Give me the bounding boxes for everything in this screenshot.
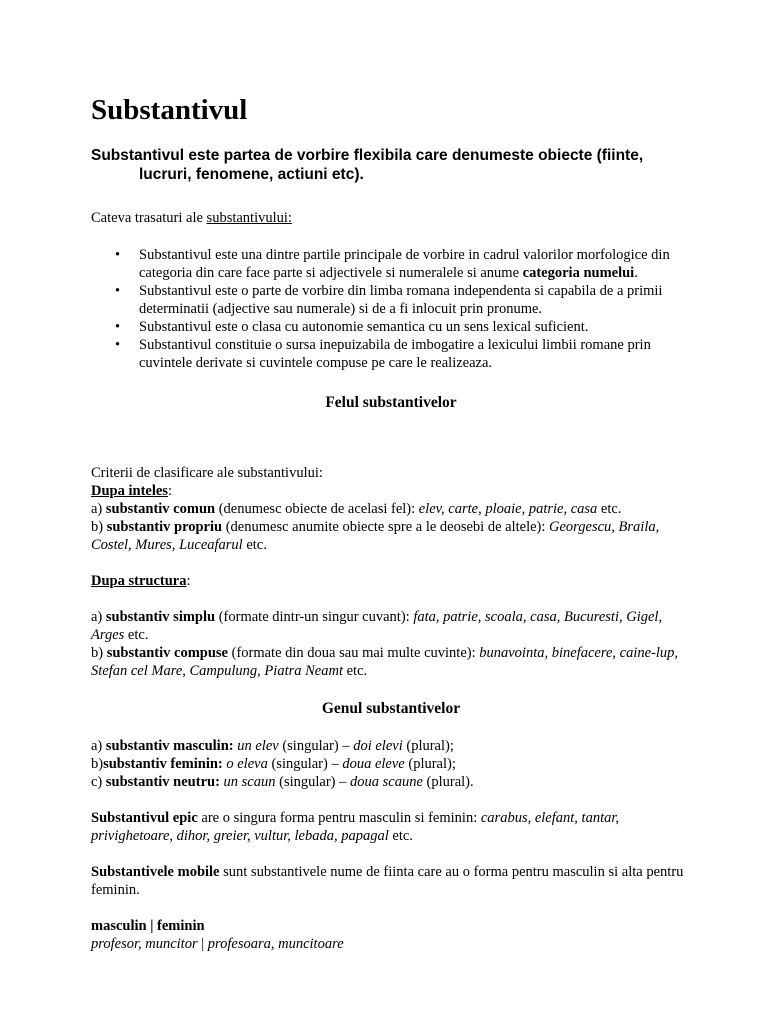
item-term: Substantivul epic — [91, 810, 198, 826]
singular-label: (singular) – — [267, 756, 343, 772]
substantiv-compuse-line — [91, 644, 691, 680]
trait-text: Substantivul este una dintre partile principale de vorbire in cadrul valorilor morfologice din categoria din care face parte si adjectivele si numeralele si anume — [139, 247, 670, 281]
section-heading-genul: Genul substantivelor — [321, 700, 461, 717]
spacer — [91, 899, 691, 917]
item-prefix: b) — [91, 645, 107, 661]
plural-label: (plural); — [404, 756, 456, 772]
plural-label: (plural). — [422, 774, 474, 790]
singular-example: un scaun — [219, 774, 276, 790]
dupa-inteles-label: Dupa inteles — [91, 483, 168, 499]
dupa-inteles-heading — [91, 482, 691, 500]
item-suffix: etc. — [342, 663, 368, 679]
item-suffix: etc. — [388, 828, 413, 844]
item-prefix: c) — [91, 774, 106, 790]
trait-item: • Substantivul este o parte de vorbire din limba romana independenta si capabila de a primii determinatii (adjective sau numerale) si de a fi inlocuit prin pronume. — [139, 282, 691, 318]
trait-after: . — [634, 265, 638, 281]
item-examples: fata, patrie, scoala, casa, Bucuresti, Gigel, Arges — [91, 609, 663, 643]
substantiv-epic-paragraph — [91, 809, 691, 845]
item-prefix: a) — [91, 501, 106, 517]
pair-separator: | — [197, 936, 208, 952]
item-term: substantiv neutru: — [105, 774, 220, 790]
gen-masculin-line — [91, 737, 691, 755]
singular-example: un elev — [233, 738, 279, 754]
dupa-structura-heading — [91, 572, 691, 590]
item-prefix: b) — [91, 756, 104, 772]
item-suffix: etc. — [124, 627, 149, 643]
dupa-structura-label: Dupa structura — [91, 573, 187, 589]
plural-label: (plural); — [402, 738, 454, 754]
pair-examples — [91, 935, 691, 953]
item-term: substantiv compuse — [106, 645, 228, 661]
item-desc: (denumesc anumite obiecte spre a le deosebi de altele): — [222, 519, 550, 535]
item-examples: Georgescu, Braila, Costel, Mures, Luceafarul — [91, 519, 660, 553]
colon: : — [167, 483, 172, 499]
item-examples: bunavointa, binefacere, caine-lup, Stefan cel Mare, Campulung, Piatra Neamt — [91, 645, 679, 679]
item-prefix: a) — [91, 738, 106, 754]
substantiv-comun-line — [91, 500, 691, 518]
substantive-mobile-paragraph — [91, 863, 691, 899]
spacer — [91, 554, 691, 572]
gen-feminin-line — [91, 755, 691, 773]
item-examples: carabus, elefant, tantar, privighetoare, dihor, greier, vultur, lebada, papagal — [91, 810, 620, 844]
plural-example: doi elevi — [353, 738, 403, 754]
item-term: Substantivele mobile — [91, 864, 220, 880]
item-desc: are o singura forma pentru masculin si feminin: — [197, 810, 481, 826]
feminine-examples: profesoara, muncitoare — [207, 936, 344, 952]
gen-neutru-line — [91, 773, 691, 791]
item-term: substantiv simplu — [105, 609, 216, 625]
item-suffix: etc. — [597, 501, 622, 517]
trait-item: • Substantivul este o clasa cu autonomie semantica cu un sens lexical suficient. — [139, 318, 691, 336]
trait-item: • Substantivul constituie o sursa inepuizabila de imbogatire a lexicului limbii romane prin cuvintele derivate si cuvintele compuse pe care le realizeaza. — [139, 336, 691, 372]
singular-example: o eleva — [222, 756, 268, 772]
item-desc: (formate dintr-un singur cuvant): — [215, 609, 414, 625]
trait-item — [139, 246, 691, 282]
item-prefix: a) — [91, 609, 106, 625]
section-heading-felul: Felul substantivelor — [325, 394, 457, 411]
traits-intro-link: substantivului: — [206, 210, 292, 226]
spacer — [91, 845, 691, 863]
pair-header — [91, 917, 691, 935]
item-desc: (denumesc obiecte de acelasi fel): — [215, 501, 419, 517]
item-examples: elev, carte, ploaie, patrie, casa — [418, 501, 598, 517]
spacer — [91, 590, 691, 608]
item-term: substantiv propriu — [106, 519, 223, 535]
plural-example: doua scaune — [350, 774, 423, 790]
spacer — [91, 791, 691, 809]
substantiv-simplu-line — [91, 608, 691, 644]
item-term: substantiv masculin: — [105, 738, 234, 754]
item-prefix: b) — [91, 519, 107, 535]
item-term: substantiv feminin: — [103, 756, 223, 772]
criteria-line: Criterii de clasificare ale substantivului: — [91, 465, 323, 481]
traits-list — [91, 246, 691, 372]
masculine-examples: profesor, muncitor — [91, 936, 198, 952]
plural-example: doua eleve — [342, 756, 405, 772]
item-term: substantiv comun — [105, 501, 216, 517]
document-content — [91, 92, 691, 953]
substantiv-propriu-line — [91, 518, 691, 554]
traits-intro-text: Cateva trasaturi ale — [91, 210, 207, 226]
pair-header-text: masculin | feminin — [91, 918, 205, 934]
trait-bold: categoria numelui — [522, 265, 635, 281]
traits-intro — [91, 209, 691, 227]
definition-paragraph: Substantivul este partea de vorbire flexibila care denumeste obiecte (fiinte, lucruri, fenomene, actiuni etc). — [91, 147, 644, 183]
item-desc: sunt substantivele nume de fiinta care au o forma pentru masculin si alta pentru feminin. — [91, 864, 684, 898]
item-suffix: etc. — [242, 537, 267, 553]
colon: : — [186, 573, 191, 589]
document-title: Substantivul — [91, 94, 248, 126]
item-desc: (formate din doua sau mai multe cuvinte): — [227, 645, 480, 661]
singular-label: (singular) – — [275, 774, 350, 790]
singular-label: (singular) – — [278, 738, 354, 754]
